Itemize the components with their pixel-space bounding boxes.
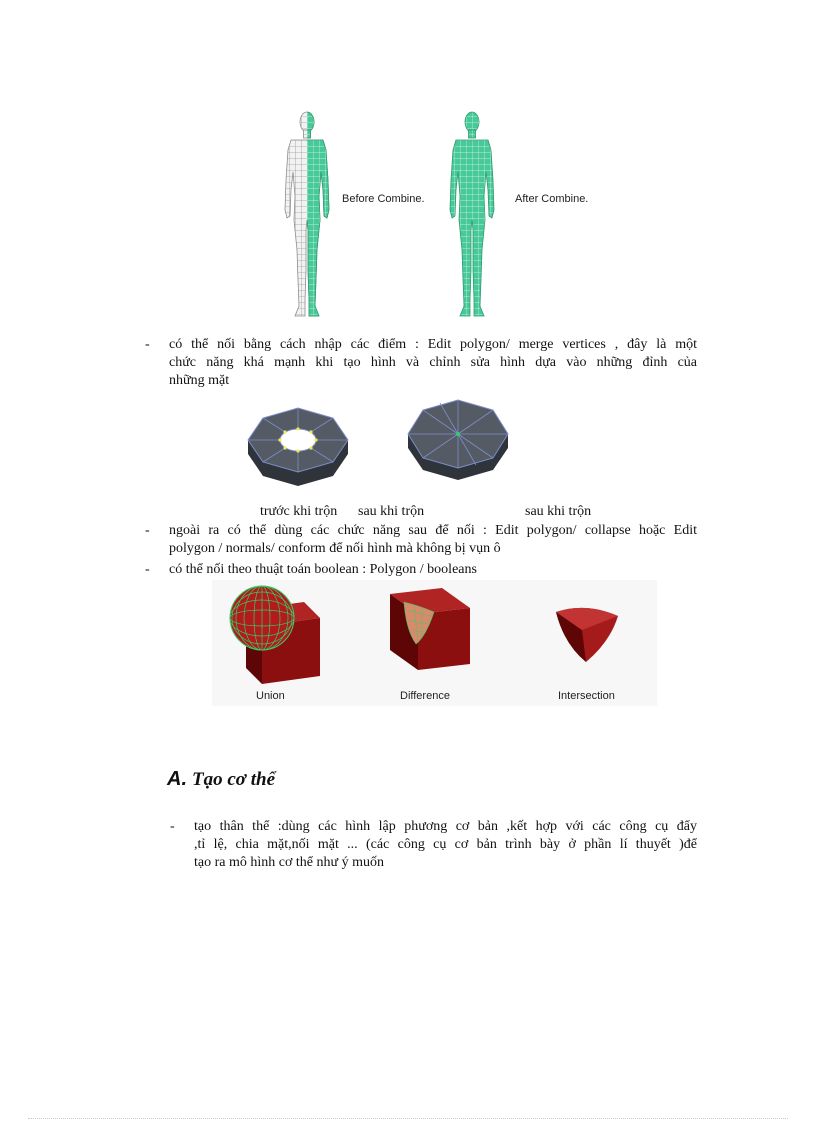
bullet-collapse-conform bbox=[145, 522, 697, 560]
intersection-shape bbox=[556, 608, 618, 662]
union-label: Union bbox=[256, 690, 285, 702]
merge-figure bbox=[240, 392, 520, 494]
section-title: Tạo cơ thể bbox=[192, 769, 276, 790]
bullet-boolean bbox=[145, 561, 697, 581]
boolean-illustration bbox=[212, 580, 657, 706]
merge-caption-3: sau khi trộn bbox=[525, 504, 592, 519]
bullet-create-body bbox=[170, 818, 697, 874]
merge-caption-2: sau khi trộn bbox=[358, 504, 425, 519]
section-letter: A. bbox=[167, 768, 187, 790]
bullet-dash: - bbox=[145, 562, 150, 577]
merge-illustration bbox=[240, 392, 520, 494]
bullet-line: ,tỉ lệ, chia mặt,nối mặt ... (các công cụ cơ bản trình bày ở phần lí thuyết )để bbox=[194, 837, 697, 852]
bullet-line: chức năng khá mạnh khi tạo hình và chỉnh sửa hình dựa vào những đỉnh của bbox=[169, 355, 697, 370]
bullet-line: những mặt bbox=[169, 373, 230, 388]
bullet-line: tạo thân thể :dùng các hình lập phương cơ bản ,kết hợp với các công cụ đẩy bbox=[194, 819, 697, 834]
union-shape bbox=[230, 586, 320, 684]
bullet-merge-vertices bbox=[145, 336, 697, 392]
bullet-dash: - bbox=[145, 337, 150, 352]
combine-illustration bbox=[262, 108, 612, 322]
bullet-dash: - bbox=[145, 523, 150, 538]
after-mesh-figure bbox=[450, 112, 494, 316]
difference-shape bbox=[390, 588, 470, 670]
bullet-line: ngoài ra có thể dùng các chức năng sau để nối : Edit polygon/ collapse hoặc Edit bbox=[169, 523, 697, 538]
after-combine-label: After Combine. bbox=[515, 193, 589, 205]
section-heading bbox=[167, 766, 275, 793]
before-combine-label: Before Combine. bbox=[342, 193, 425, 205]
disc-after-merge bbox=[408, 400, 508, 480]
bullet-line: tạo ra mô hình cơ thể như ý muốn bbox=[194, 855, 384, 870]
bullet-line: polygon / normals/ conform để nối hình mà không bị vụn ô bbox=[169, 541, 501, 556]
intersection-label: Intersection bbox=[558, 690, 615, 702]
bullet-line: có thể nối theo thuật toán boolean : Polygon / booleans bbox=[169, 562, 477, 577]
combine-figure bbox=[262, 108, 612, 322]
difference-label: Difference bbox=[400, 690, 450, 702]
page-bottom-rule bbox=[28, 1118, 788, 1119]
merge-caption-1: trước khi trộn bbox=[260, 504, 338, 519]
before-mesh-figure bbox=[285, 112, 329, 316]
torus-before-merge bbox=[248, 408, 348, 486]
boolean-figure bbox=[212, 580, 657, 706]
bullet-dash: - bbox=[170, 819, 175, 834]
bullet-line: có thể nối bằng cách nhập các điểm : Edit polygon/ merge vertices , đây là một bbox=[169, 337, 697, 352]
